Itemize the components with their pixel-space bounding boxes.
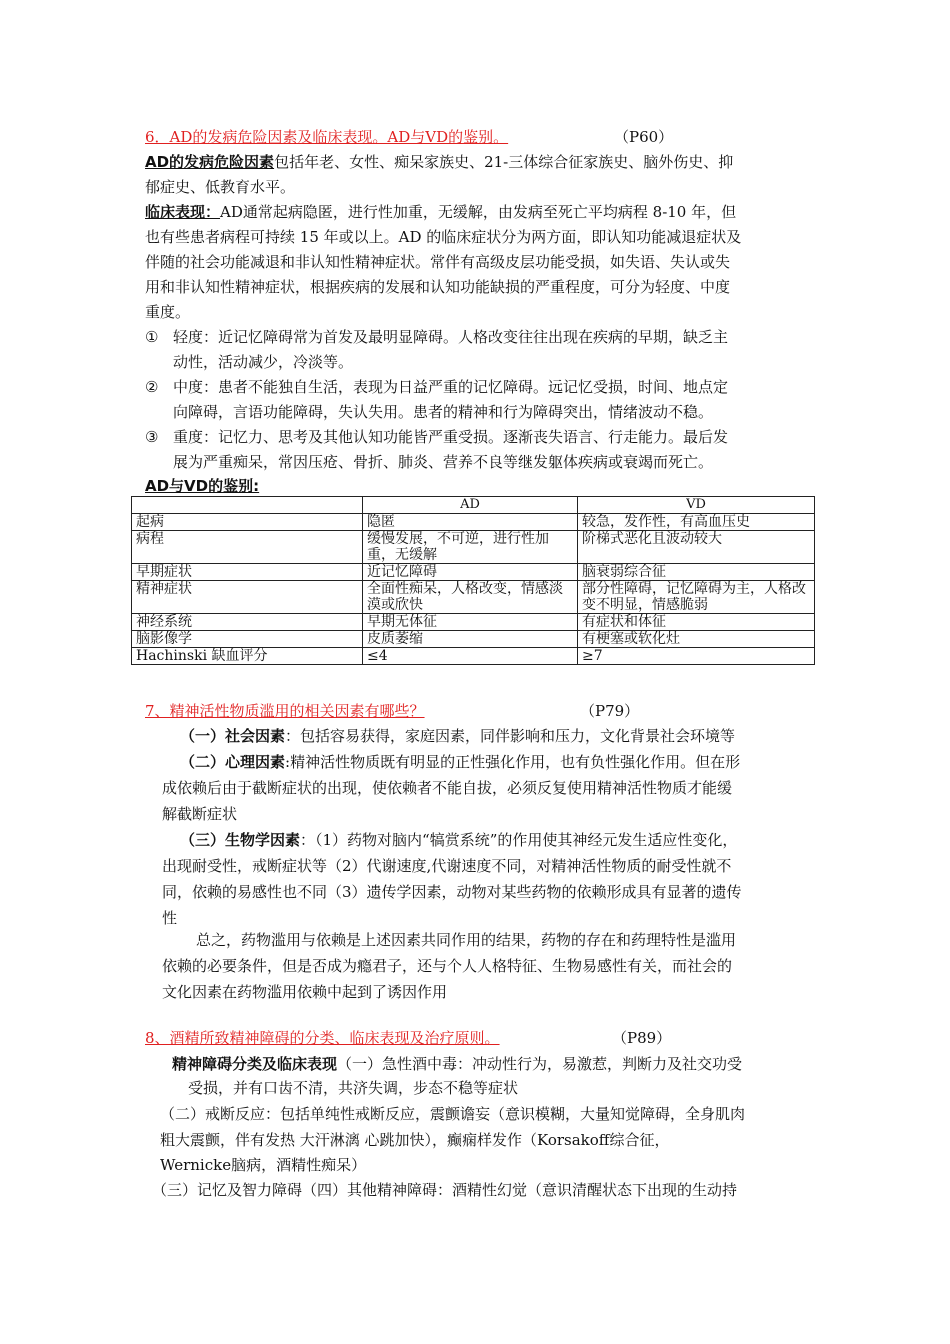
q6-clin-line5: 重度。	[145, 303, 191, 321]
q7-psych-line3: 解截断症状	[162, 805, 238, 823]
q6-clin-label: 临床表现：	[145, 203, 221, 221]
table-cell: 隐匿	[363, 514, 578, 531]
q7-psych-line2: 成依赖后由于截断症状的出现，使依赖者不能自拔，必须反复使用精神活性物质才能缓	[162, 779, 733, 797]
table-row	[132, 614, 815, 631]
table-cell: 起病	[132, 514, 363, 531]
q6-clin-line3: 伴随的社会功能减退和非认知性精神症状。常伴有高级皮层功能受损，如失语、失认或失	[145, 253, 731, 271]
q7-bio-line2: 出现耐受性，戒断症状等（2）代谢速度,代谢速度不同，对精神活性物质的耐受性就不	[162, 857, 732, 875]
q7-summary-line1: 总之，药物滥用与依赖是上述因素共同作用的结果，药物的存在和药理特性是滥用	[196, 931, 737, 949]
table-cell: ≥7	[578, 648, 815, 665]
q7-title: 7、精神活性物质滥用的相关因素有哪些？	[145, 702, 425, 720]
q7-bio-line1	[180, 830, 737, 850]
q8-withdrawal-line2: 粗大震颤，伴有发热 大汗淋漓 心跳加快），癫痫样发作（Korsakoff综合征，	[160, 1131, 670, 1149]
q7-bio-label: （三）生物学因素	[180, 831, 301, 849]
q6-clin-line2: 也有些患者病程可持续 15 年或以上。AD 的临床症状分为两方面，即认知功能减退症状及	[145, 228, 742, 246]
table-header-cell	[132, 497, 363, 514]
table-row	[132, 564, 815, 581]
table-cell: 缓慢发展，不可逆，进行性加重，无缓解	[363, 531, 578, 564]
q8-class-label: 精神障碍分类及临床表现	[172, 1055, 338, 1073]
table-cell: 早期无体征	[363, 614, 578, 631]
q6-item2-line1: 中度：患者不能独自生活，表现为日益严重的记忆障碍。远记忆受损，时间、地点定	[173, 378, 729, 396]
q6-clin-text1: AD通常起病隐匿，进行性加重，无缓解，由发病至死亡平均病程 8-10 年，但	[220, 203, 737, 221]
q6-diff-label: AD与VD的鉴别:	[145, 477, 260, 495]
q6-item2-line2: 向障碍，言语功能障碍，失认失用。患者的精神和行为障碍突出，情绪波动不稳。	[173, 403, 714, 421]
table-cell: 神经系统	[132, 614, 363, 631]
table-cell: 阶梯式恶化且波动较大	[578, 531, 815, 564]
table-row	[132, 531, 815, 564]
q6-item3-line2: 展为严重痴呆，常因压疮、骨折、肺炎、营养不良等继发躯体疾病或衰竭而死亡。	[173, 453, 714, 471]
table-cell: 较急，发作性，有高血压史	[578, 514, 815, 531]
ad-vd-comparison-table	[131, 496, 815, 665]
table-cell: 有症状和体征	[578, 614, 815, 631]
q6-clin-line1	[145, 202, 736, 222]
q7-social-line	[180, 726, 735, 746]
q8-memory-line1: （三）记忆及智力障碍（四）其他精神障碍：酒精性幻觉（意识清醒状态下出现的生动持	[152, 1181, 738, 1199]
q7-summary-line3: 文化因素在药物滥用依赖中起到了诱因作用	[162, 983, 448, 1001]
q6-item1-line1: 轻度：近记忆障碍常为首发及最明显障碍。人格改变往往出现在疾病的早期，缺乏主	[173, 328, 729, 346]
table-cell: 病程	[132, 531, 363, 564]
q8-withdrawal-line1: （二）戒断反应：包括单纯性戒断反应，震颤谵妄（意识模糊，大量知觉障碍，全身肌肉	[160, 1105, 746, 1123]
table-row	[132, 648, 815, 665]
q6-item3-line1: 重度：记忆力、思考及其他认知功能皆严重受损。逐渐丧失语言、行走能力。最后发	[173, 428, 729, 446]
q7-psych-line1	[180, 752, 740, 772]
q7-page-ref: （P79）	[580, 702, 640, 720]
q6-title: 6．AD的发病危险因素及临床表现。AD与VD的鉴别。	[145, 128, 509, 146]
q7-psych-text1: :精神活性物质既有明显的正性强化作用，也有负性强化作用。但在形	[285, 753, 741, 771]
q6-risk-text1: 包括年老、女性、痴呆家族史、21-三体综合征家族史、脑外伤史、抑	[274, 153, 734, 171]
q6-item3-num: ③	[145, 428, 159, 446]
q6-item1-line2: 动性，活动减少，冷淡等。	[173, 353, 354, 371]
table-cell: 有梗塞或软化灶	[578, 631, 815, 648]
q6-risk-line2: 郁症史、低教育水平。	[145, 178, 296, 196]
table-cell: 脑衰弱综合征	[578, 564, 815, 581]
q8-page-ref: （P89）	[612, 1029, 672, 1047]
q7-social-label: （一）社会因素	[180, 727, 286, 745]
q6-clin-line4: 用和非认知性精神症状，根据疾病的发展和认知功能缺损的严重程度，可分为轻度、中度	[145, 278, 731, 296]
q6-risk-label: AD的发病危险因素	[145, 153, 275, 171]
table-cell: 脑影像学	[132, 631, 363, 648]
table-row	[132, 631, 815, 648]
table-header-row	[132, 497, 815, 514]
q7-bio-line3: 同，依赖的易感性也不同（3）遗传学因素，动物对某些药物的依赖形成具有显著的遗传	[162, 883, 742, 901]
table-cell: 全面性痴呆，人格改变，情感淡漠或欣快	[363, 581, 578, 614]
q7-bio-line4: 性	[162, 909, 178, 927]
q8-class-text1: （一）急性酒中毒：冲动性行为，易激惹，判断力及社交功受	[337, 1055, 743, 1073]
q8-withdrawal-line3: Wernicke脑病，酒精性痴呆）	[160, 1156, 367, 1174]
q7-social-text: ：包括容易获得，家庭因素，同伴影响和压力，文化背景社会环境等	[285, 727, 736, 745]
q8-class-line2: 受损，并有口齿不清，共济失调，步态不稳等症状	[188, 1079, 519, 1097]
table-cell: 皮质萎缩	[363, 631, 578, 648]
q7-summary-line2: 依赖的必要条件，但是否成为瘾君子，还与个人人格特征、生物易感性有关，而社会的	[162, 957, 733, 975]
table-row	[132, 514, 815, 531]
q8-title: 8、酒精所致精神障碍的分类、临床表现及治疗原则。	[145, 1029, 500, 1047]
table-cell: 近记忆障碍	[363, 564, 578, 581]
q8-class-line1	[172, 1054, 742, 1074]
q6-item1-num: ①	[145, 328, 159, 346]
table-header-cell: AD	[363, 497, 578, 514]
table-cell: 部分性障碍，记忆障碍为主，人格改变不明显，情感脆弱	[578, 581, 815, 614]
table-cell: ≤4	[363, 648, 578, 665]
table-cell: Hachinski 缺血评分	[132, 648, 363, 665]
table-row	[132, 581, 815, 614]
q7-psych-label: （二）心理因素	[180, 753, 286, 771]
table-header-cell: VD	[578, 497, 815, 514]
table-cell: 早期症状	[132, 564, 363, 581]
table-cell: 精神症状	[132, 581, 363, 614]
q6-risk-line1	[145, 152, 733, 172]
q6-page-ref: （P60）	[614, 128, 674, 146]
q6-item2-num: ②	[145, 378, 159, 396]
q7-bio-text1: ：（1）药物对脑内“犒赏系统”的作用使其神经元发生适应性变化，	[300, 831, 738, 849]
